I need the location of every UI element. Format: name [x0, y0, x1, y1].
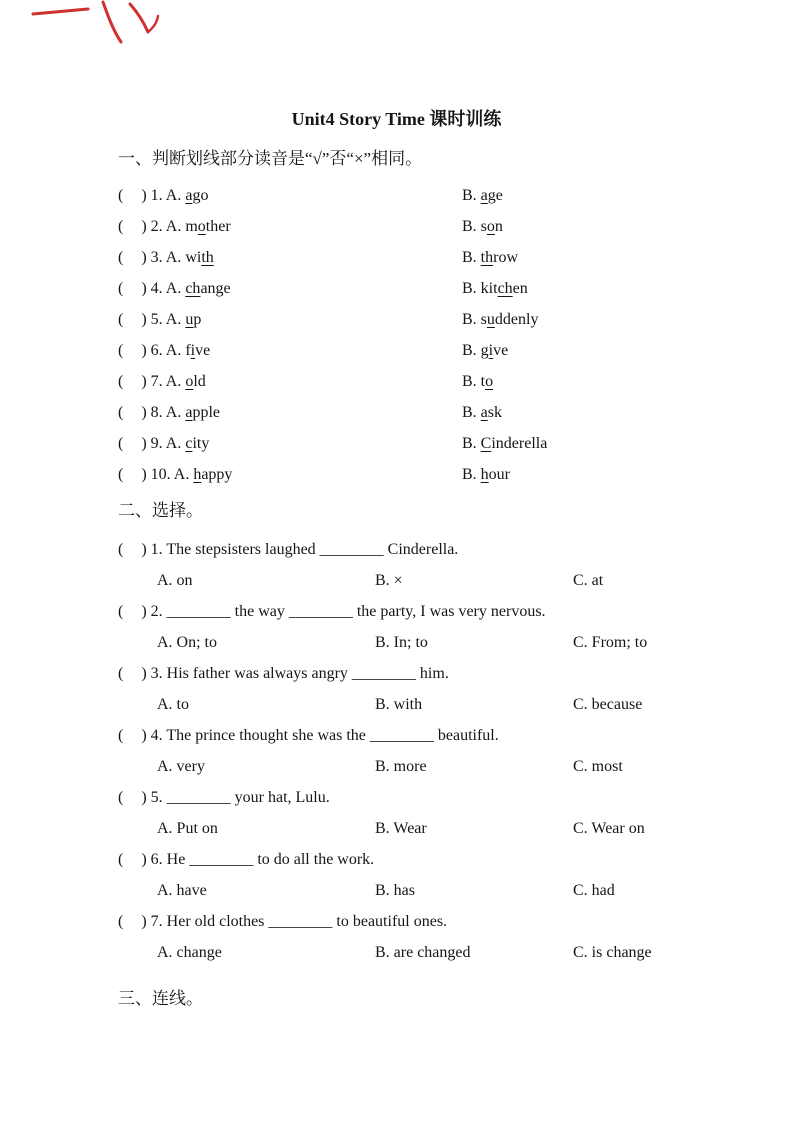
letters: appy — [201, 466, 233, 483]
choice-question-row — [0, 911, 793, 933]
answer-parentheses: ( ) — [118, 342, 147, 359]
phonics-item-b: B. son — [462, 218, 503, 235]
option-c: C. most — [573, 758, 623, 775]
choice-question-row — [0, 663, 793, 685]
section1-heading: 一、判断划线部分读音是“√”否“×”相同。 — [118, 149, 423, 168]
phonics-item-a: ( ) 7. A. old — [118, 373, 206, 390]
underlined-letters: c — [185, 435, 193, 452]
underlined-letters: h — [480, 466, 489, 483]
phonics-item-b: B. Cinderella — [462, 435, 548, 452]
section2-heading-row — [0, 500, 793, 522]
word-a — [185, 311, 201, 328]
option-a: A. On; to — [157, 634, 217, 651]
option-c: C. had — [573, 882, 615, 899]
phonics-item-a: ( ) 2. A. mother — [118, 218, 231, 235]
option-c: C. Wear on — [573, 820, 645, 837]
underlined-letters: i — [190, 342, 196, 359]
phonics-item-b: B. age — [462, 187, 503, 204]
letters: f — [185, 342, 191, 359]
choice-question-row — [0, 725, 793, 747]
option-c: C. because — [573, 696, 643, 713]
underlined-letters: a — [185, 187, 193, 204]
letters: wi — [185, 249, 202, 266]
letters: ther — [205, 218, 231, 235]
answer-parentheses: ( ) — [118, 280, 147, 297]
choice-question-row — [0, 539, 793, 561]
word-a — [185, 404, 220, 421]
letters: ve — [195, 342, 211, 359]
section3-heading-row — [0, 988, 793, 1010]
answer-parentheses: ( ) — [118, 727, 147, 744]
letters: g — [480, 342, 489, 359]
letters: sk — [487, 404, 503, 421]
word-a — [193, 466, 232, 483]
letters: s — [480, 218, 487, 235]
phonics-item-b: B. throw — [462, 249, 519, 266]
letters: t — [480, 373, 486, 390]
letters: ddenly — [494, 311, 539, 328]
word-a — [185, 187, 208, 204]
choice-question-stem: ( ) 6. He ________ to do all the work. — [118, 851, 375, 868]
letters: ity — [192, 435, 210, 452]
phonics-item-row — [0, 433, 793, 455]
letters: ange — [200, 280, 231, 297]
phonics-item-a: ( ) 3. A. with — [118, 249, 214, 266]
underlined-letters: ch — [185, 280, 201, 297]
word-a — [185, 373, 205, 390]
answer-parentheses: ( ) — [118, 466, 147, 483]
option-a: A. on — [157, 572, 193, 589]
choice-question-stem: ( ) 7. Her old clothes ________ to beautiful ones. — [118, 913, 448, 930]
phonics-item-b: B. kitchen — [462, 280, 528, 297]
choice-question-row — [0, 787, 793, 809]
word-b — [481, 311, 539, 328]
phonics-item-row — [0, 402, 793, 424]
phonics-item-b: B. to — [462, 373, 494, 390]
option-a: A. Put on — [157, 820, 218, 837]
underlined-letters: i — [488, 342, 494, 359]
phonics-item-row — [0, 216, 793, 238]
answer-parentheses: ( ) — [118, 913, 147, 930]
word-a — [185, 249, 213, 266]
word-b — [481, 218, 503, 235]
option-b: B. with — [375, 696, 423, 713]
answer-parentheses: ( ) — [118, 249, 147, 266]
phonics-item-row — [0, 371, 793, 393]
choice-options-row — [0, 942, 793, 964]
option-c: C. is change — [573, 944, 652, 961]
option-b: B. In; to — [375, 634, 428, 651]
phonics-item-a: ( ) 1. A. ago — [118, 187, 209, 204]
option-b: B. × — [375, 572, 403, 589]
choice-question-row — [0, 849, 793, 871]
option-c: C. From; to — [573, 634, 648, 651]
option-b: B. are changed — [375, 944, 471, 961]
choice-options-row — [0, 694, 793, 716]
letters: m — [185, 218, 198, 235]
letters: inderella — [491, 435, 548, 452]
phonics-item-a: ( ) 9. A. city — [118, 435, 210, 452]
phonics-item-row — [0, 247, 793, 269]
option-a: A. have — [157, 882, 207, 899]
phonics-item-row — [0, 278, 793, 300]
answer-parentheses: ( ) — [118, 404, 147, 421]
phonics-item-a: ( ) 10. A. happy — [118, 466, 233, 483]
answer-parentheses: ( ) — [118, 373, 147, 390]
phonics-item-b: B. ask — [462, 404, 503, 421]
word-b — [481, 373, 493, 390]
letters: go — [192, 187, 209, 204]
answer-parentheses: ( ) — [118, 665, 147, 682]
word-a — [185, 342, 210, 359]
option-a: A. to — [157, 696, 189, 713]
phonics-item-b: B. hour — [462, 466, 510, 483]
choice-question-stem: ( ) 5. ________ your hat, Lulu. — [118, 789, 330, 806]
option-b: B. Wear — [375, 820, 427, 837]
letters: p — [193, 311, 202, 328]
answer-parentheses: ( ) — [118, 789, 147, 806]
choice-question-stem: ( ) 1. The stepsisters laughed ________ Cinderella. — [118, 541, 459, 558]
underlined-letters: o — [197, 218, 206, 235]
underlined-letters: o — [486, 218, 495, 235]
letters: ge — [487, 187, 503, 204]
choice-options-row — [0, 880, 793, 902]
letters: our — [488, 466, 510, 483]
phonics-item-b: B. suddenly — [462, 311, 539, 328]
phonics-item-a: ( ) 4. A. change — [118, 280, 231, 297]
underlined-letters: o — [485, 373, 494, 390]
word-b — [481, 404, 502, 421]
word-b — [481, 342, 509, 359]
word-b — [481, 435, 548, 452]
choice-question-stem: ( ) 3. His father was always angry ________ him. — [118, 665, 449, 682]
option-a: A. change — [157, 944, 222, 961]
phonics-item-a: ( ) 6. A. five — [118, 342, 211, 359]
word-b — [481, 187, 503, 204]
section2-heading: 二、选择。 — [118, 501, 203, 520]
choice-question-stem: ( ) 4. The prince thought she was the ________ beautiful. — [118, 727, 499, 744]
underlined-letters: o — [185, 373, 194, 390]
underlined-letters: u — [486, 311, 495, 328]
word-b — [481, 466, 510, 483]
letters: ld — [193, 373, 206, 390]
word-b — [481, 249, 518, 266]
answer-parentheses: ( ) — [118, 603, 147, 620]
word-b — [481, 280, 528, 297]
letters: en — [512, 280, 528, 297]
answer-parentheses: ( ) — [118, 851, 147, 868]
phonics-item-b: B. give — [462, 342, 509, 359]
answer-parentheses: ( ) — [118, 541, 147, 558]
choice-options-row — [0, 818, 793, 840]
answer-parentheses: ( ) — [118, 435, 147, 452]
phonics-item-row — [0, 464, 793, 486]
underlined-letters: a — [480, 404, 488, 421]
option-c: C. at — [573, 572, 604, 589]
phonics-item-row — [0, 309, 793, 331]
option-a: A. very — [157, 758, 205, 775]
letters: ve — [493, 342, 509, 359]
letters: pple — [192, 404, 220, 421]
answer-parentheses: ( ) — [118, 218, 147, 235]
underlined-letters: a — [185, 404, 193, 421]
underlined-letters: th — [201, 249, 214, 266]
underlined-letters: h — [193, 466, 202, 483]
page-title: Unit4 Story Time 课时训练 — [291, 109, 502, 129]
underlined-letters: u — [185, 311, 194, 328]
phonics-item-row — [0, 185, 793, 207]
underlined-letters: ch — [497, 280, 513, 297]
underlined-letters: th — [480, 249, 494, 266]
word-a — [185, 218, 230, 235]
letters: s — [480, 311, 487, 328]
choice-question-stem: ( ) 2. ________ the way ________ the party, I was very nervous. — [118, 603, 546, 620]
answer-parentheses: ( ) — [118, 187, 147, 204]
phonics-item-a: ( ) 5. A. up — [118, 311, 202, 328]
red-pen-marks — [0, 0, 170, 50]
section1-heading-row — [0, 148, 793, 170]
section3-heading: 三、连线。 — [118, 989, 203, 1008]
phonics-item-row — [0, 340, 793, 362]
option-b: B. has — [375, 882, 415, 899]
letters: n — [494, 218, 503, 235]
answer-parentheses: ( ) — [118, 311, 147, 328]
underlined-letters: a — [480, 187, 488, 204]
option-b: B. more — [375, 758, 427, 775]
choice-question-row — [0, 601, 793, 623]
choice-options-row — [0, 632, 793, 654]
underlined-letters: C — [480, 435, 492, 452]
word-a — [185, 435, 209, 452]
choice-options-row — [0, 756, 793, 778]
phonics-item-a: ( ) 8. A. apple — [118, 404, 220, 421]
letters: row — [493, 249, 519, 266]
word-a — [185, 280, 230, 297]
letters: kit — [480, 280, 498, 297]
choice-options-row — [0, 570, 793, 592]
